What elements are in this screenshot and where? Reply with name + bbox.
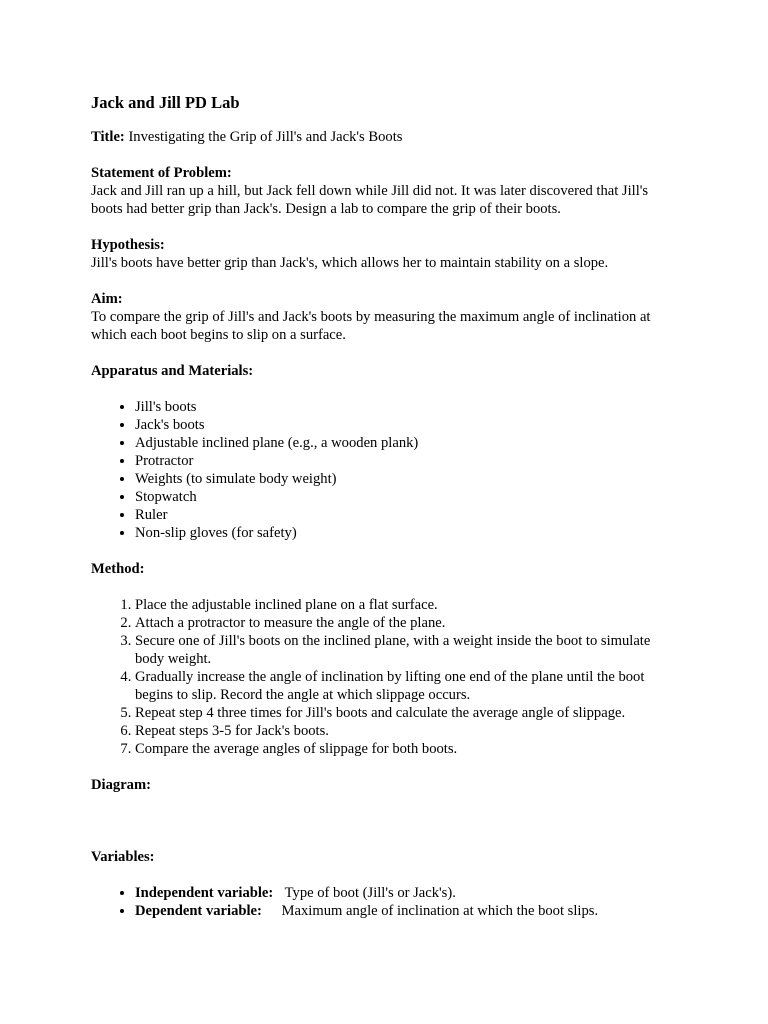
variables-list — [91, 884, 681, 920]
method-step: 7. Compare the average angles of slippage for both boots. — [135, 740, 681, 758]
list-item: • Jill's boots — [135, 398, 681, 416]
independent-variable-text: Type of boot (Jill's or Jack's). — [284, 885, 456, 901]
independent-variable-label: Independent variable: — [135, 885, 274, 901]
method-step: 4. Gradually increase the angle of inclination by lifting one end of the plane until the boot begins to slip. Record the angle at which slippage occurs. — [135, 668, 681, 704]
hypothesis-heading: Hypothesis: — [91, 237, 165, 253]
method-step: 6. Repeat steps 3-5 for Jack's boots. — [135, 722, 681, 740]
aim-section — [91, 290, 681, 344]
problem-section — [91, 164, 681, 218]
apparatus-heading: Apparatus and Materials: — [91, 363, 254, 379]
list-item — [135, 884, 681, 902]
problem-text: Jack and Jill ran up a hill, but Jack fell down while Jill did not. It was later discovered that Jill's boots had better grip than Jack's. Design a lab to compare the grip of their boots. — [91, 183, 649, 217]
method-step: 2. Attach a protractor to measure the angle of the plane. — [135, 614, 681, 632]
document-page — [91, 92, 681, 938]
method-step: 5. Repeat step 4 three times for Jill's boots and calculate the average angle of slippage. — [135, 704, 681, 722]
list-item: • Non-slip gloves (for safety) — [135, 524, 681, 542]
lab-title-text: Investigating the Grip of Jill's and Jack's Boots — [128, 129, 403, 145]
document-title: Jack and Jill PD Lab — [91, 93, 240, 112]
method-step: 3. Secure one of Jill's boots on the inclined plane, with a weight inside the boot to simulate body weight. — [135, 632, 681, 668]
list-item — [135, 902, 681, 920]
list-item: • Stopwatch — [135, 488, 681, 506]
list-item: • Weights (to simulate body weight) — [135, 470, 681, 488]
dependent-variable-text: Maximum angle of inclination at which the boot slips. — [281, 903, 599, 919]
aim-text: To compare the grip of Jill's and Jack's boots by measuring the maximum angle of inclination at which each boot begins to slip on a surface. — [91, 309, 651, 343]
apparatus-list — [91, 398, 681, 542]
list-item: • Protractor — [135, 452, 681, 470]
list-item: • Jack's boots — [135, 416, 681, 434]
method-list — [91, 596, 681, 758]
dependent-variable-label: Dependent variable: — [135, 903, 262, 919]
variables-heading: Variables: — [91, 849, 155, 865]
method-step: 1. Place the adjustable inclined plane on a flat surface. — [135, 596, 681, 614]
lab-title-label: Title: — [91, 129, 125, 145]
method-heading: Method: — [91, 561, 145, 577]
problem-heading: Statement of Problem: — [91, 165, 232, 181]
hypothesis-text: Jill's boots have better grip than Jack's, which allows her to maintain stability on a slope. — [91, 255, 609, 271]
list-item: • Ruler — [135, 506, 681, 524]
diagram-area — [91, 794, 681, 848]
diagram-heading: Diagram: — [91, 777, 151, 793]
aim-heading: Aim: — [91, 291, 123, 307]
hypothesis-section — [91, 236, 681, 272]
list-item: • Adjustable inclined plane (e.g., a wooden plank) — [135, 434, 681, 452]
lab-title-paragraph — [91, 128, 681, 146]
